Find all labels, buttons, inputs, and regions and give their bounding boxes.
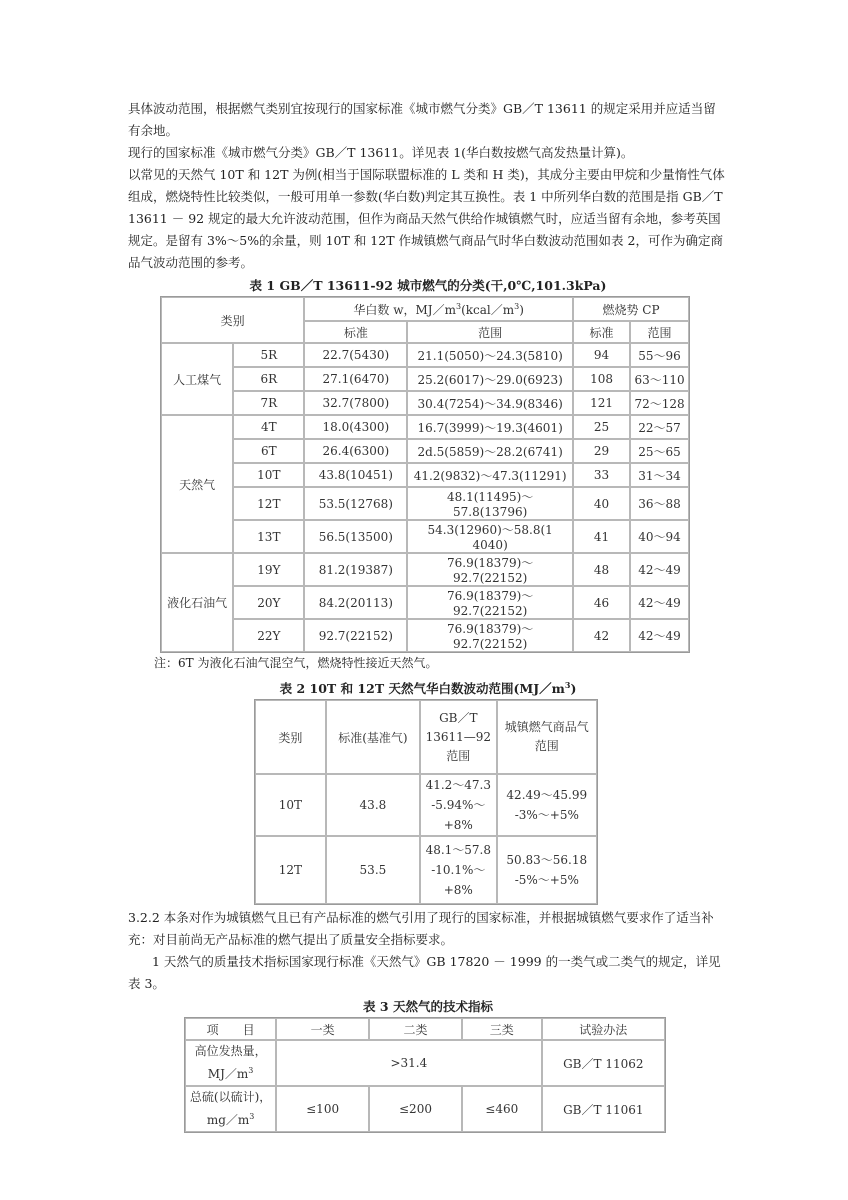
table1-body bbox=[161, 343, 689, 652]
table1-header-wobbe: 华白数 w，$MJ/m^3(kcal/m^3)$ bbox=[304, 297, 573, 321]
table2-gas-code: 12T bbox=[255, 836, 326, 904]
table1-cp-std: 48 bbox=[573, 553, 630, 586]
table2-header-gbt: GB／T 13611—92 范围 bbox=[420, 700, 497, 774]
table3-row-sulfur-method: GB／T 11061 bbox=[542, 1086, 665, 1132]
table2-gbt-range-percent: -5.94%～+8% bbox=[431, 798, 486, 833]
table2-city-range-value: 42.49～45.99 bbox=[506, 788, 588, 803]
table2-std-value: 43.8 bbox=[326, 774, 420, 836]
table1-group-name: 液化石油气 bbox=[161, 553, 233, 652]
table1-cp-std: 29 bbox=[573, 439, 630, 463]
table3-row-sulfur-class3: ≤460 bbox=[462, 1086, 542, 1132]
table1-group-name: 人工煤气 bbox=[161, 343, 233, 415]
document-page bbox=[128, 98, 728, 1133]
table1-cp-std: 121 bbox=[573, 391, 630, 415]
table1-cp-range: 25～65 bbox=[630, 439, 689, 463]
table3-row-calorific-method: GB／T 11062 bbox=[542, 1040, 665, 1086]
table1-group-name: 天然气 bbox=[161, 415, 233, 553]
table2-gbt-range-percent: -10.1%～+8% bbox=[431, 863, 486, 898]
table1-wobbe-std: 27.1(6470) bbox=[304, 367, 407, 391]
table1-gas-code: 20Y bbox=[233, 586, 304, 619]
table1-gas-code: 22Y bbox=[233, 619, 304, 652]
table1-gas-code: 6T bbox=[233, 439, 304, 463]
table1-cp-range: 42～49 bbox=[630, 586, 689, 619]
table3-header-class2: 二类 bbox=[369, 1018, 462, 1040]
table2-caption: 表 2 10T 和 12T 天然气华白数波动范围$(MJ/m^3)$ bbox=[279, 680, 577, 697]
table1-cp-std: 42 bbox=[573, 619, 630, 652]
table1-wobbe-std: 56.5(13500) bbox=[304, 520, 407, 553]
table1-cp-std: 41 bbox=[573, 520, 630, 553]
table2-gbt-range bbox=[420, 836, 497, 904]
table1-header-cp: 燃烧势 CP bbox=[573, 297, 689, 321]
table1-gas-code: 4T bbox=[233, 415, 304, 439]
table1-wobbe-std: 26.4(6300) bbox=[304, 439, 407, 463]
table3-row-calorific-value: >31.4 bbox=[276, 1040, 541, 1086]
table1-note: 注：6T 为液化石油气混空气，燃烧特性接近天然气。 bbox=[154, 656, 438, 670]
table3-natural-gas-specs bbox=[184, 1017, 666, 1133]
table1-cp-std: 108 bbox=[573, 367, 630, 391]
table1-cp-std: 25 bbox=[573, 415, 630, 439]
table1-wobbe-range: 21.1(5050)～24.3(5810) bbox=[407, 343, 573, 367]
table1-gas-code: 7R bbox=[233, 391, 304, 415]
table1-header-std: 标准 bbox=[304, 321, 407, 343]
table-row bbox=[255, 774, 597, 836]
table-row bbox=[161, 343, 689, 367]
table1-cp-range: 42～49 bbox=[630, 553, 689, 586]
table1-header-range: 范围 bbox=[407, 321, 573, 343]
table-row bbox=[161, 415, 689, 439]
table1-wobbe-std: 22.7(5430) bbox=[304, 343, 407, 367]
table2-header-city: 城镇燃气商品气范围 bbox=[497, 700, 597, 774]
table1-cp-range: 63～110 bbox=[630, 367, 689, 391]
table-row bbox=[161, 586, 689, 619]
table-row bbox=[161, 463, 689, 487]
table1-gas-code: 13T bbox=[233, 520, 304, 553]
table2-gbt-range bbox=[420, 774, 497, 836]
table3-row-sulfur-class2: ≤200 bbox=[369, 1086, 462, 1132]
table1-gas-code: 5R bbox=[233, 343, 304, 367]
table1-wobbe-range: 76.9(18379)～92.7(22152) bbox=[407, 553, 573, 586]
intro-paragraph-2: 现行的国家标准《城市燃气分类》GB／T 13611。详见表 1(华白数按燃气高发热量计算)。 bbox=[128, 145, 634, 160]
table2-city-range-percent: -5%～+5% bbox=[514, 873, 579, 888]
table2-gbt-range-value: 48.1～57.8 bbox=[425, 843, 492, 858]
table-row bbox=[161, 487, 689, 520]
table2-city-range-value: 50.83～56.18 bbox=[506, 853, 588, 868]
table1-wobbe-range: 54.3(12960)～58.8(1 4040) bbox=[407, 520, 573, 553]
intro-paragraph-3: 以常见的天然气 10T 和 12T 为例(相当于国际联盟标准的 L 类和 H 类)，其成分主要由甲烷和少量惰性气体组成，燃烧特性比较类似，一般可用单一参数(华白数)判定其互换性。表 1 中所列华白数的范围是指 GB／T 13611 － 92 规定的最大允许波动范围，但作为商品天然气供给作城镇燃气时，应适当留有余地，参考英国规定。是留有 3%～5%的余量，则 10T 和 12T 作城镇燃气商品气时华白数波动范围如表 2，可作为确定商品气波动范围的参考。 bbox=[128, 167, 725, 270]
table1-wobbe-range: 2d.5(5859)～28.2(6741) bbox=[407, 439, 573, 463]
table2-header-std: 标准(基准气) bbox=[326, 700, 420, 774]
table-row bbox=[161, 520, 689, 553]
table1-cp-range: 31～34 bbox=[630, 463, 689, 487]
table1-wobbe-std: 18.0(4300) bbox=[304, 415, 407, 439]
intro-paragraph-1: 具体波动范围，根据燃气类别宜按现行的国家标准《城市燃气分类》GB／T 13611 的规定采用并应适当留有余地。 bbox=[128, 101, 716, 138]
table1-wobbe-range: 76.9(18379)～92.7(22152) bbox=[407, 619, 573, 652]
table1-header-cp-std: 标准 bbox=[573, 321, 630, 343]
table2-std-value: 53.5 bbox=[326, 836, 420, 904]
table1-wobbe-range: 30.4(7254)～34.9(8346) bbox=[407, 391, 573, 415]
table1-cp-range: 40～94 bbox=[630, 520, 689, 553]
table1-cp-std: 33 bbox=[573, 463, 630, 487]
table1-wobbe-range: 16.7(3999)～19.3(4601) bbox=[407, 415, 573, 439]
table1-wobbe-range: 41.2(9832)～47.3(11291) bbox=[407, 463, 573, 487]
table1-cp-range: 22～57 bbox=[630, 415, 689, 439]
table2-city-range bbox=[497, 774, 597, 836]
table1-wobbe-std: 32.7(7800) bbox=[304, 391, 407, 415]
section-paragraph-1: 3.2.2 本条对作为城镇燃气且已有产品标准的燃气引用了现行的国家标准，并根据城镇燃气要求作了适当补充：对目前尚无产品标准的燃气提出了质量安全指标要求。 bbox=[128, 910, 714, 948]
table3-header-item: 项 目 bbox=[185, 1018, 276, 1040]
table1-header-cp-range: 范围 bbox=[630, 321, 689, 343]
table-row bbox=[161, 619, 689, 652]
table1-wobbe-range: 48.1(11495)～57.8(13796) bbox=[407, 487, 573, 520]
table1-caption: 表 1 GB／T 13611-92 城市燃气的分类(干,0℃,101.3kPa) bbox=[249, 278, 607, 293]
table1-wobbe-std: 43.8(10451) bbox=[304, 463, 407, 487]
table2-wobbe-fluctuation bbox=[254, 699, 598, 905]
table1-cp-std: 46 bbox=[573, 586, 630, 619]
table1-cp-range: 55～96 bbox=[630, 343, 689, 367]
table1-wobbe-std: 81.2(19387) bbox=[304, 553, 407, 586]
table1-cp-std: 94 bbox=[573, 343, 630, 367]
table2-body bbox=[255, 774, 597, 904]
table1-cp-range: 72～128 bbox=[630, 391, 689, 415]
table1-gas-code: 6R bbox=[233, 367, 304, 391]
table3-row-sulfur-item: 总硫(以硫计)，$mg/m^3$ bbox=[185, 1086, 276, 1132]
table1-wobbe-std: 84.2(20113) bbox=[304, 586, 407, 619]
table1-wobbe-range: 25.2(6017)～29.0(6923) bbox=[407, 367, 573, 391]
table-row bbox=[255, 836, 597, 904]
table1-cp-range: 42～49 bbox=[630, 619, 689, 652]
table3-header-class1: 一类 bbox=[276, 1018, 369, 1040]
table-row bbox=[161, 553, 689, 586]
table1-gas-code: 19Y bbox=[233, 553, 304, 586]
table3-caption: 表 3 天然气的技术指标 bbox=[363, 999, 493, 1015]
table3-row-calorific-item: 高位发热量，$MJ/m^3$ bbox=[185, 1040, 276, 1086]
table3-header-method: 试验办法 bbox=[542, 1018, 665, 1040]
table1-cp-range: 36～88 bbox=[630, 487, 689, 520]
table-row bbox=[161, 367, 689, 391]
table2-gas-code: 10T bbox=[255, 774, 326, 836]
table3-row-sulfur-class1: ≤100 bbox=[276, 1086, 369, 1132]
table1-gas-classification bbox=[160, 296, 690, 653]
table1-gas-code: 10T bbox=[233, 463, 304, 487]
table1-wobbe-std: 92.7(22152) bbox=[304, 619, 407, 652]
table2-header-category: 类别 bbox=[255, 700, 326, 774]
table-row bbox=[161, 439, 689, 463]
table2-city-range bbox=[497, 836, 597, 904]
table-row bbox=[161, 391, 689, 415]
table1-wobbe-range: 76.9(18379)～92.7(22152) bbox=[407, 586, 573, 619]
table1-cp-std: 40 bbox=[573, 487, 630, 520]
table1-gas-code: 12T bbox=[233, 487, 304, 520]
section-paragraph-2: 1 天然气的质量技术指标国家现行标准《天然气》GB 17820 － 1999 的一类气或二类气的规定，详见表 3。 bbox=[128, 954, 721, 992]
table2-gbt-range-value: 41.2～47.3 bbox=[425, 778, 492, 793]
table3-header-class3: 三类 bbox=[462, 1018, 542, 1040]
table1-header-category: 类别 bbox=[161, 297, 304, 343]
table1-wobbe-std: 53.5(12768) bbox=[304, 487, 407, 520]
table2-city-range-percent: -3%～+5% bbox=[514, 808, 579, 823]
